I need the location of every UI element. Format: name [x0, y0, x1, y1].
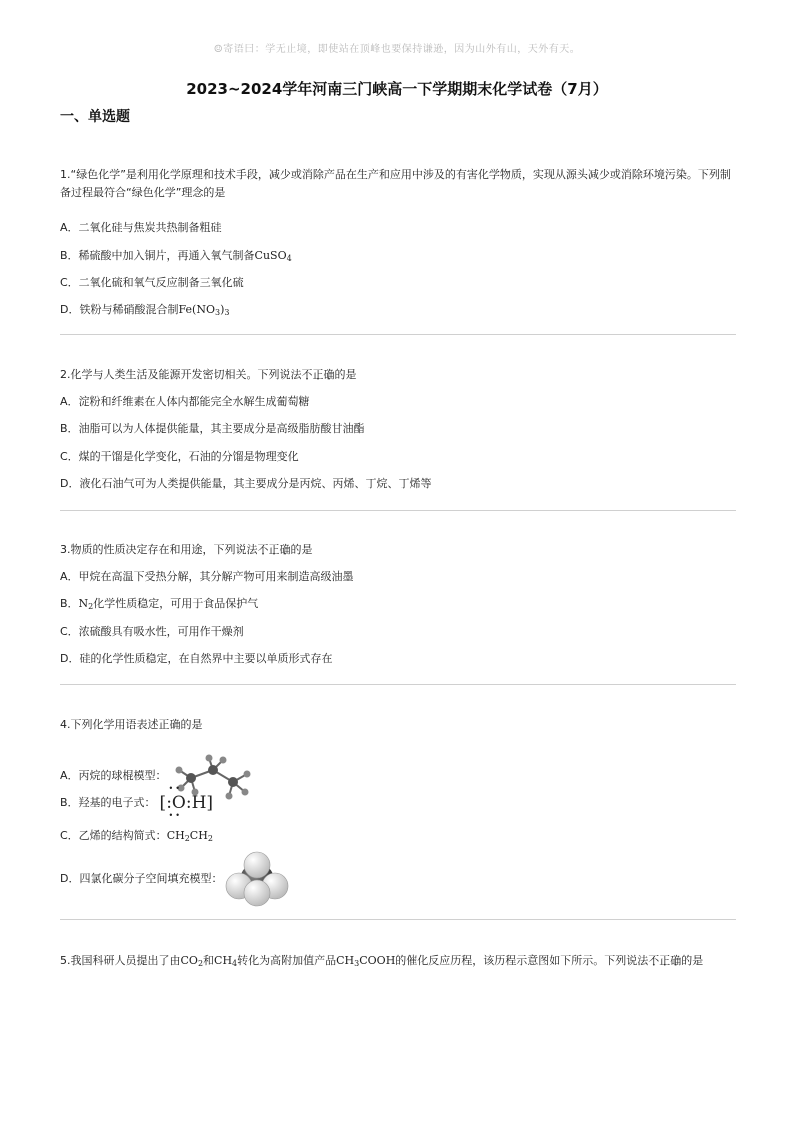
question-3-option-a: A．甲烷在高温下受热分解，其分解产物可用来制造高级油墨	[60, 570, 354, 583]
question-1-option-b	[60, 247, 292, 265]
motto-banner: ☺寄语曰：学无止境，即使站在顶峰也要保持谦逊，因为山外有山，天外有天。	[213, 44, 581, 55]
question-3-option-d: D．硅的化学性质稳定，在自然界中主要以单质形式存在	[60, 652, 333, 665]
question-3-option-b: B． $N_2$ 化学性质稳定，可用于食品保护气	[60, 597, 259, 611]
question-4-option-c: C．乙烯的结构简式： $CH_2CH_2$	[60, 829, 213, 843]
chem-formula: $CH_2CH_2$	[166, 829, 213, 843]
question-1-stem: 1.“绿色化学”是利用化学原理和技术手段，减少或消除产品在生产和应用中涉及的有害化学物质，实现从源头减少或消除环境污染。下列制备过程最符合“绿色化学”理念的是	[60, 168, 731, 199]
question-3	[60, 541, 736, 671]
question-2	[60, 366, 736, 496]
question-3-stem: 3.物质的性质决定存在和用途，下列说法不正确的是	[60, 543, 313, 556]
divider	[60, 334, 736, 335]
chem-formula: CuSO$_4$	[254, 249, 292, 263]
question-3-option-c: C．浓硫酸具有吸水性，可用作干燥剂	[60, 625, 244, 638]
question-2-option-c: C．煤的干馏是化学变化，石油的分馏是物理变化	[60, 450, 299, 463]
question-2-option-b: B．油脂可以为人体提供能量，其主要成分是高级脂肪酸甘油酯	[60, 422, 365, 435]
divider	[60, 919, 736, 920]
chem-formula: $N_2$	[78, 597, 94, 611]
chem-formula: $Fe(NO_3)_3$	[178, 303, 230, 317]
divider	[60, 684, 736, 685]
exam-title: 2023~2024学年河南三门峡高一下学期期末化学试卷（7月）	[186, 80, 608, 98]
question-1-option-a: A．二氧化硅与焦炭共热制备粗硅	[60, 221, 222, 234]
question-5-stem: 5.我国科研人员提出了由$CO_2$和$CH_4$转化为高附加值产品$CH_3COOH$的催化反应历程，该历程示意图如下所示。下列说法不正确的是	[60, 954, 704, 968]
question-4-stem: 4.下列化学用语表述正确的是	[60, 718, 203, 731]
question-5	[60, 952, 736, 982]
section-heading: 一、单选题	[60, 109, 130, 125]
divider	[60, 510, 736, 511]
question-2-stem: 2.化学与人类生活及能源开发密切相关。下列说法不正确的是	[60, 368, 357, 381]
option-text: B．稀硫酸中加入铜片，再通入氧气制备	[60, 249, 255, 262]
ccl4-space-filling-model-icon	[224, 850, 290, 908]
question-1-option-c: C．二氧化硫和氧气反应制备三氧化硫	[60, 276, 244, 289]
question-4-option-b: B．羟基的电子式： •• [:O:H] ••	[60, 784, 214, 820]
option-text: D．铁粉与稀硝酸混合制	[60, 303, 179, 316]
question-1-option-d	[60, 301, 229, 319]
hydroxyl-lewis-structure: •• [:O:H] ••	[159, 784, 214, 820]
question-2-option-d: D．液化石油气可为人类提供能量，其主要成分是丙烷、丙烯、丁烷、丁烯等	[60, 477, 432, 490]
question-4-option-d: D．四氯化碳分子空间填充模型：	[60, 850, 290, 908]
question-4-option-a: A．丙烷的球棍模型：	[60, 752, 255, 800]
question-1	[60, 166, 736, 326]
question-2-option-a: A．淀粉和纤维素在人体内都能完全水解生成葡萄糖	[60, 395, 310, 408]
question-4	[60, 716, 736, 906]
